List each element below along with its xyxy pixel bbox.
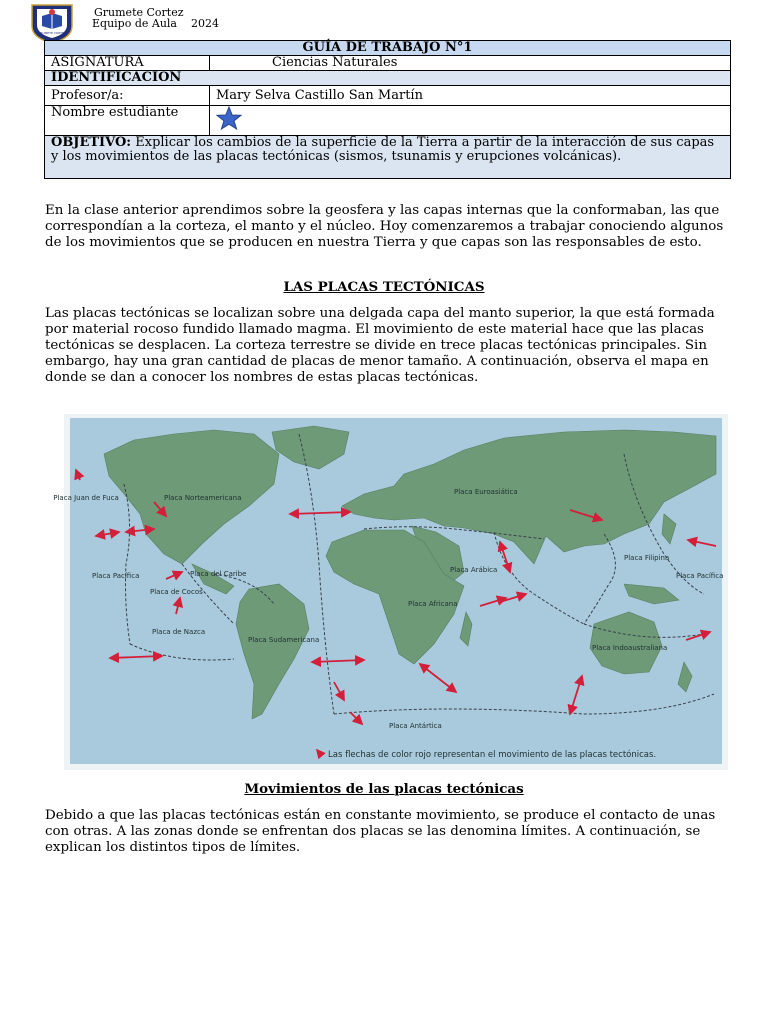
label-de-nazca: Placa de Nazca [152,628,206,636]
label-norteamericana: Placa Norteamericana [164,494,242,502]
label-de-cocos: Placa de Cocos [150,588,203,596]
tectonic-plates-map [53,414,728,770]
movimientos-paragraph: Debido a que las placas tectónicas están en constante movimiento, se produce el contacto de unas con otras. A las zonas donde se enfrentan dos placas se las denomina límites. A continuación, se explican los distintos tipos de límites. [45,808,716,855]
subject-label: ASIGNATURA [45,56,210,71]
label-antartica: Placa Antártica [389,722,442,730]
logo-text: GRUMETE CORTEZ [38,31,66,35]
placas-paragraph: Las placas tectónicas se localizan sobre una delgada capa del manto superior, la que está formada por material rocoso fundido llamado magma. El movimiento de este material hace que las placas tectónicas se desplacen. La corteza terrestre se divide en trece placas tectónicas principales. Sin embargo, hay una gran cantidad de placas de menor tamaño. A continuación, observa el mapa en donde se dan a conocer los nombres de estas placas tectónicas. [45,306,715,385]
header-school-name: Grumete Cortez [94,6,184,19]
student-name-field[interactable] [210,106,731,136]
objective-label: OBJETIVO: [51,135,132,150]
objective-cell [45,136,731,179]
label-del-caribe: Placa del Caribe [190,570,247,578]
label-africana: Placa Africana [408,600,458,608]
label-indoaustraliana: Placa Indoaustraliana [592,644,668,652]
student-label: Nombre estudiante [45,106,210,136]
label-pacifica-left: Placa Pacífica [92,572,140,580]
info-table [44,40,731,179]
map-caption: Las flechas de color rojo representan el movimiento de las placas tectónicas. [328,750,657,760]
label-euroasiatica: Placa Euroasiática [454,488,518,496]
subject-value: Ciencias Naturales [210,56,731,71]
guide-title: GUÍA DE TRABAJO N°1 [45,41,731,56]
section-title-placas: LAS PLACAS TECTÓNICAS [283,279,485,295]
school-logo [28,2,76,44]
teacher-value: Mary Selva Castillo San Martín [210,86,731,106]
objective-text: Explicar los cambios de la superficie de la Tierra a partir de la interacción de sus capas y los movimientos de las placas tectónicas (sismos, tsunamis y erupciones volcánicas). [51,135,715,164]
star-icon [216,106,242,130]
label-juan-de-fuca: Placa Juan de Fuca [53,494,119,502]
label-sudamericana: Placa Sudamericana [248,636,320,644]
teacher-label: Profesor/a: [45,86,210,106]
intro-paragraph: En la clase anterior aprendimos sobre la geosfera y las capas internas que la conformaban, las que correspondían a la corteza, el manto y el núcleo. Hoy comenzaremos a trabajar conociendo algunos de los movimientos que se producen en nuestra Tierra y que capas son las responsables de esto. [45,203,724,250]
label-pacifica-right: Placa Pacífica [676,572,724,580]
label-arabica: Placa Arábica [450,566,498,574]
section-title-movimientos: Movimientos de las placas tectónicas [244,781,524,797]
label-filipina: Placa Filipina [624,554,670,562]
header-team-year: Equipo de Aula 2024 [92,17,219,30]
identification-heading: IDENTIFICACION [45,71,731,86]
